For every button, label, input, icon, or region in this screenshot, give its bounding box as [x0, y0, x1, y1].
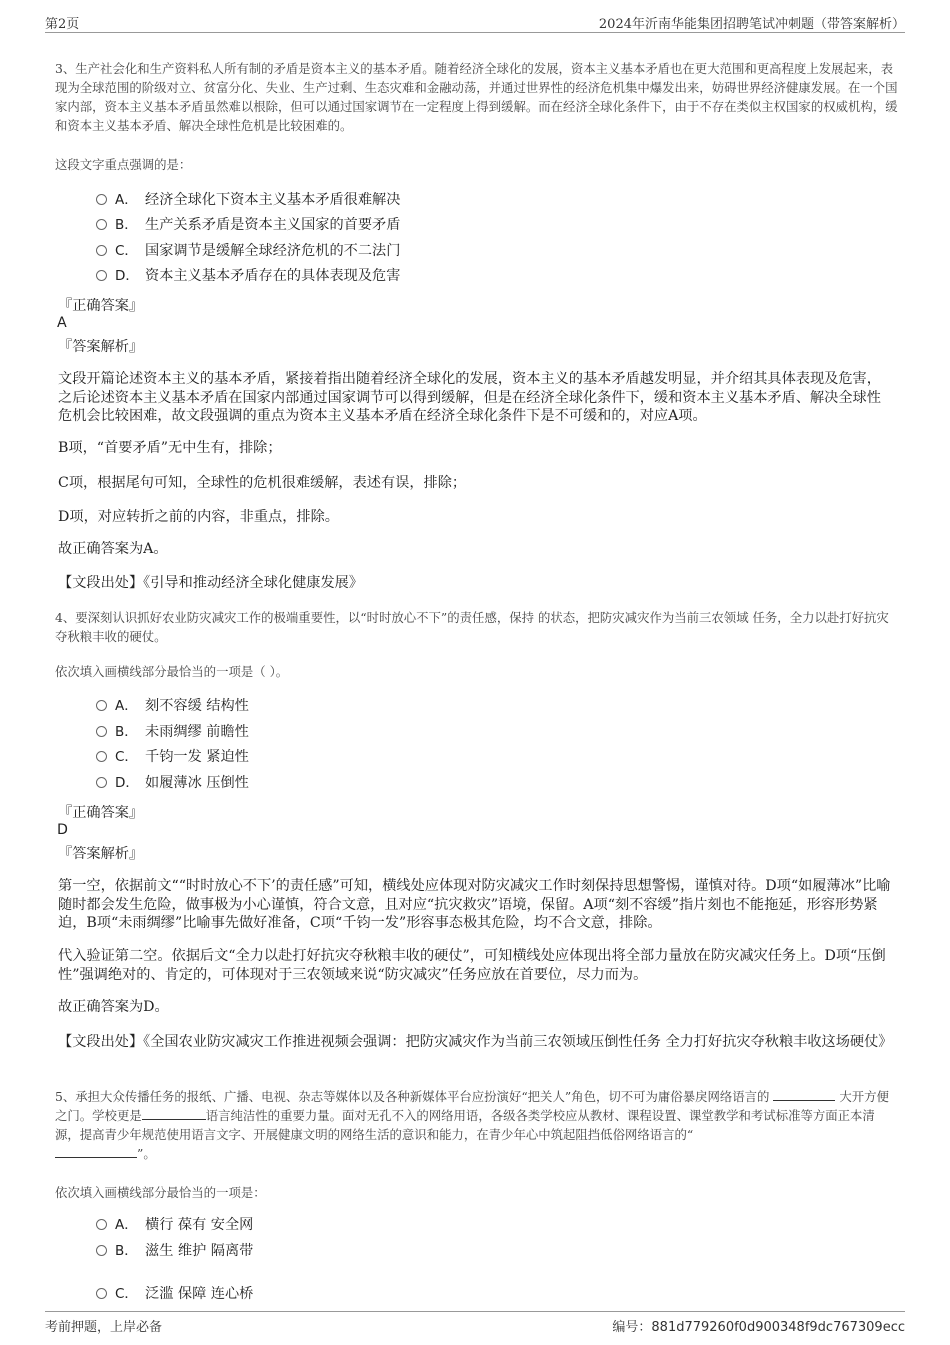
fill-blank-1[interactable]: [773, 1088, 835, 1101]
radio-icon[interactable]: [96, 1288, 107, 1299]
q4-option-a[interactable]: A． 刻不容缓 结构性: [96, 695, 249, 717]
document-code: 编号：881d779260f0d900348f9dc767309ecc: [612, 1320, 905, 1335]
radio-icon[interactable]: [96, 194, 107, 205]
q5-option-b[interactable]: B． 滋生 维护 隔离带: [96, 1240, 253, 1262]
q3-conclusion: 故正确答案为A。: [58, 541, 168, 557]
q3-analysis-d: D项，对应转折之前的内容，非重点，排除。: [58, 509, 339, 525]
q3-option-b[interactable]: B． 生产关系矛盾是资本主义国家的首要矛盾: [96, 214, 400, 236]
q3-answer-label: 『正确答案』: [58, 298, 144, 314]
q4-option-d[interactable]: D． 如履薄冰 压倒性: [96, 772, 249, 794]
q4-source: 【文段出处】《全国农业防灾减灾工作推进视频会强调：把防灾减灾作为当前三农领域压倒性任务 全力打好抗灾夺秋粮丰收这场硬仗》: [58, 1034, 893, 1050]
fill-blank-2[interactable]: [142, 1107, 206, 1120]
q3-option-d[interactable]: D． 资本主义基本矛盾存在的具体表现及危害: [96, 265, 400, 287]
radio-icon[interactable]: [96, 751, 107, 762]
radio-icon[interactable]: [96, 1219, 107, 1230]
q4-analysis-blank1: 第一空，依据前文““时时放心不下’的责任感”可知，横线处应体现对防灾减灾工作时刻保持思想警惕，谨慎对待。D项“如履薄冰”比喻随时都会发生危险，做事极为小心谨慎，符合文意，且对应“抗灾救灾”语境，保留。A项“刻不容缓”指片刻也不能拖延，形容形势紧迫，B项“未雨绸缪”比喻事先做好准备，C项“千钧一发”形容事态极其危险，均不合文意，排除。: [58, 878, 891, 931]
q4-prompt: 依次填入画横线部分最恰当的一项是（ ）。: [55, 664, 289, 679]
q4-option-c[interactable]: C． 千钧一发 紧迫性: [96, 746, 249, 768]
radio-icon[interactable]: [96, 777, 107, 788]
radio-icon[interactable]: [96, 700, 107, 711]
page-header: [45, 10, 905, 33]
radio-icon[interactable]: [96, 245, 107, 256]
q3-option-a[interactable]: A． 经济全球化下资本主义基本矛盾很难解决: [96, 189, 400, 211]
q3-stem: 3、生产社会化和生产资料私人所有制的矛盾是资本主义的基本矛盾。随着经济全球化的发展，资本主义基本矛盾也在更大范围和更高程度上发展起来，表现为全球范围的阶级对立、贫富分化、失业、生产过剩、生态灾难和金融动荡，并通过世界性的经济危机集中爆发出来，妨碍世界经济健康发展。在一个国家内部，资本主义基本矛盾虽然难以根除，但可以通过国家调节在一定程度上得到缓解。而在经济全球化条件下，由于不存在类似主权国家的权威机构，缓和资本主义基本矛盾、解决全球性危机是比较困难的。: [55, 61, 898, 133]
q5-option-c[interactable]: C． 泛滥 保障 连心桥: [96, 1283, 253, 1305]
q5-stem: 5、承担大众传播任务的报纸、广播、电视、杂志等媒体以及各种新媒体平台应扮演好“把关人”角色，切不可为庸俗暴戾网络语言的 大开方便之门。学校更是 语言纯洁性的重要力量。面对无孔不入的网络用语，各级各类学校应从教材、课程设置、课堂教学和考试标准等方面正本清源，提高青少年规范使用语言文字、开展健康文明的网络生活的意识和能力，在青少年心中筑起阻挡低俗网络语言的“ ”。: [55, 1089, 889, 1161]
q3-prompt: 这段文字重点强调的是：: [55, 157, 192, 172]
radio-icon[interactable]: [96, 726, 107, 737]
q5-option-a[interactable]: A． 横行 葆有 安全网: [96, 1214, 253, 1236]
radio-icon[interactable]: [96, 270, 107, 281]
q4-answer-label: 『正确答案』: [58, 805, 144, 821]
document-title: 2024年沂南华能集团招聘笔试冲刺题（带答案解析）: [598, 17, 905, 32]
q4-analysis-blank2: 代入验证第二空。依据后文“全力以赴打好抗灾夺秋粮丰收的硬仗”，可知横线处应体现出将全部力量放在防灾减灾任务上。D项“压倒性”强调绝对的、肯定的，可体现对于三农领域来说“防灾减灾”任务应放在首要位，尽力而为。: [58, 948, 886, 983]
q3-analysis-c: C项，根据尾句可知，全球性的危机很难缓解，表述有误，排除；: [58, 475, 467, 491]
page-footer: [45, 1311, 905, 1342]
radio-icon[interactable]: [96, 1245, 107, 1256]
q4-option-b[interactable]: B． 未雨绸缪 前瞻性: [96, 721, 249, 743]
q4-stem: 4、要深刻认识抓好农业防灾减灾工作的极端重要性，以“时时放心不下”的责任感，保持 的状态，把防灾减灾作为当前三农领域 任务，全力以赴打好抗灾夺秋粮丰收的硬仗。: [55, 610, 889, 644]
q3-analysis-label: 『答案解析』: [58, 339, 144, 355]
q3-option-c[interactable]: C． 国家调节是缓解全球经济危机的不二法门: [96, 240, 400, 262]
q3-analysis-b: B项，“首要矛盾”无中生有，排除；: [58, 440, 282, 456]
q3-answer: A: [57, 315, 67, 331]
q4-analysis-label: 『答案解析』: [58, 846, 144, 862]
q3-analysis-main: 文段开篇论述资本主义的基本矛盾，紧接着指出随着经济全球化的发展，资本主义的基本矛盾越发明显，并介绍其具体表现及危害，之后论述资本主义基本矛盾在国家内部通过国家调节可以得到缓解，但是在经济全球化条件下，缓和资本主义基本矛盾、解决全球性危机会比较困难，故文段强调的重点为资本主义基本矛盾在经济全球化条件下是不可缓和的，对应A项。: [58, 371, 881, 424]
radio-icon[interactable]: [96, 219, 107, 230]
q5-prompt: 依次填入画横线部分最恰当的一项是：: [55, 1185, 266, 1200]
q3-source: 【文段出处】《引导和推动经济全球化健康发展》: [58, 575, 364, 591]
q4-conclusion: 故正确答案为D。: [58, 999, 169, 1015]
footer-slogan: 考前押题，上岸必备: [45, 1320, 163, 1335]
fill-blank-3[interactable]: [55, 1145, 137, 1158]
page-number: 第2页: [45, 17, 80, 32]
q4-answer: D: [57, 822, 68, 838]
